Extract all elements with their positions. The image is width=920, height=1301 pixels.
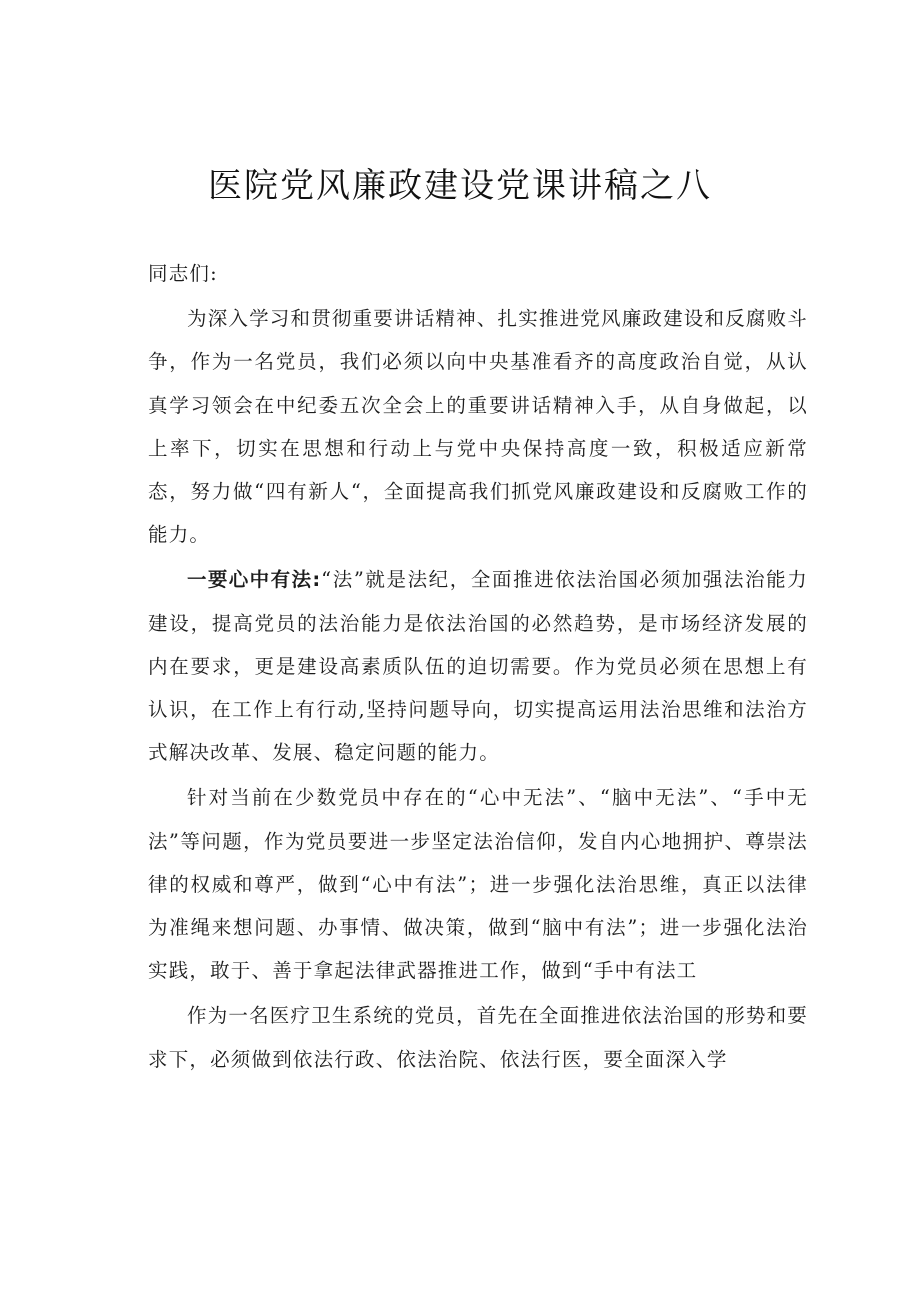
paragraph-lead: 一要心中有法:	[187, 568, 322, 592]
paragraph-text: 为深入学习和贯彻重要讲话精神、扎实推进党风廉政建设和反腐败斗争，作为一名党员，我们必须以向中央基准看齐的高度政治自觉，从认真学习领会在中纪委五次全会上的重要讲话精神入手，从自身做起，以上率下，切实在思想和行动上与党中央保持高度一致，积极适应新常态，努力做“四有新人“，全面提高我们抓党风廉政建设和反腐败工作的能力。	[148, 307, 809, 547]
salutation: 同志们:	[148, 262, 218, 285]
paragraph-law-in-heart	[148, 558, 808, 774]
paragraph-text: 针对当前在少数党员中存在的“心中无法”、“脑中无法”、“手中无法”等问题，作为党员要进一步坚定法治信仰，发自内心地拥护、尊崇法律的权威和尊严，做到“心中有法”；进一步强化法治思维，真正以法律为准绳来想问题、办事情、做决策，做到“脑中有法”；进一步强化法治实践，敢于、善于拿起法律武器推进工作，做到“手中有法工	[148, 786, 808, 983]
paragraph-intro	[148, 297, 808, 556]
paragraph-medical-party-member	[148, 994, 808, 1080]
paragraph-text: “法”就是法纪，全面推进依法治国必须加强法治能力建设，提高党员的法治能力是依法治国的必然趋势，是市场经济发展的内在要求，更是建设高素质队伍的迫切需要。作为党员必须在思想上有认识，在工作上有行动,坚持问题导向，切实提高运用法治思维和法治方式解决改革、发展、稳定问题的能力。	[148, 568, 808, 765]
paragraph-text: 作为一名医疗卫生系统的党员，首先在全面推进依法治国的形势和要求下，必须做到依法行政、依法治院、依法行医，要全面深入学	[148, 1004, 809, 1071]
document-title: 医院党风廉政建设党课讲稿之八	[208, 166, 712, 206]
document-body	[148, 252, 808, 1083]
paragraph-problems	[148, 776, 808, 992]
